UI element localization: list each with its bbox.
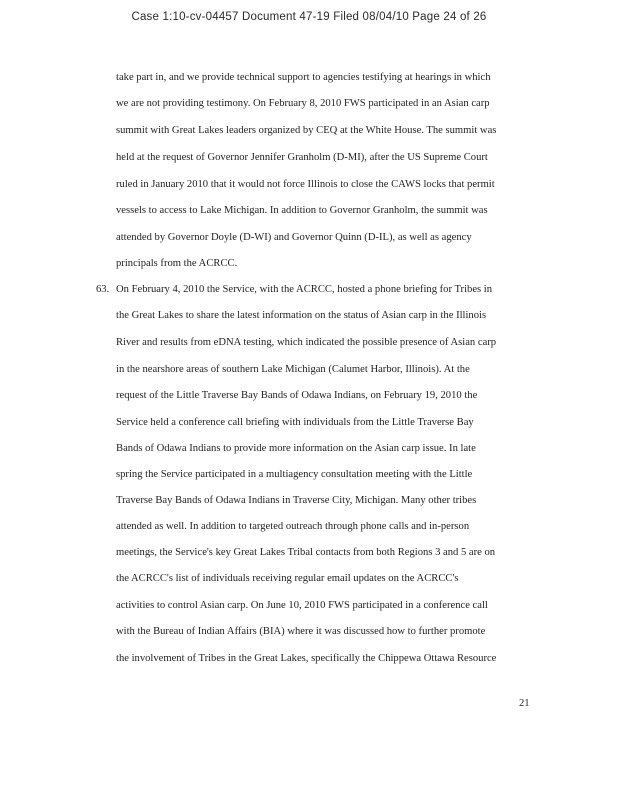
text-line: Bands of Odawa Indians to provide more information on the Asian carp issue. In late <box>116 443 476 454</box>
text-line: attended as well. In addition to targeted outreach through phone calls and in-person <box>116 521 470 532</box>
text-line: request of the Little Traverse Bay Bands of Odawa Indians, on February 19, 2010 the <box>116 390 478 401</box>
text-line: Service held a conference call briefing with individuals from the Little Traverse Bay <box>116 417 474 428</box>
text-line: with the Bureau of Indian Affairs (BIA) where it was discussed how to further promote <box>116 626 486 637</box>
text-line: in the nearshore areas of southern Lake Michigan (Calumet Harbor, Illinois). At the <box>116 364 470 375</box>
text-line: meetings, the Service's key Great Lakes Tribal contacts from both Regions 3 and 5 are on <box>116 547 496 558</box>
text-line: activities to control Asian carp. On June 10, 2010 FWS participated in a conference call <box>116 600 488 611</box>
text-line: the involvement of Tribes in the Great Lakes, specifically the Chippewa Ottawa Resource <box>116 653 497 664</box>
text-line: Traverse Bay Bands of Odawa Indians in Traverse City, Michigan. Many other tribes <box>116 495 477 506</box>
text-line: take part in, and we provide technical support to agencies testifying at hearings in which <box>116 72 491 83</box>
text-line: the Great Lakes to share the latest information on the status of Asian carp in the Illinois <box>116 310 487 321</box>
text-line: On February 4, 2010 the Service, with the ACRCC, hosted a phone briefing for Tribes in <box>116 284 493 295</box>
text-line: River and results from eDNA testing, which indicated the possible presence of Asian carp <box>116 337 497 348</box>
page-header: Case 1:10-cv-04457 Document 47-19 Filed 08/04/10 Page 24 of 26 <box>131 11 487 23</box>
text-line: attended by Governor Doyle (D-WI) and Governor Quinn (D-IL), as well as agency <box>116 232 472 243</box>
text-line: principals from the ACRCC. <box>116 258 238 269</box>
text-line: we are not providing testimony. On February 8, 2010 FWS participated in an Asian carp <box>116 98 490 109</box>
paragraph-number: 63. <box>96 284 110 295</box>
text-line: spring the Service participated in a multiagency consultation meeting with the Little <box>116 469 473 480</box>
text-line: the ACRCC's list of individuals receiving regular email updates on the ACRCC's <box>116 573 459 584</box>
page-number: 21 <box>519 698 530 709</box>
text-line: held at the request of Governor Jennifer Granholm (D-MI), after the US Supreme Court <box>116 152 488 163</box>
text-line: summit with Great Lakes leaders organized by CEQ at the White House. The summit was <box>116 125 497 136</box>
text-line: vessels to access to Lake Michigan. In addition to Governor Granholm, the summit was <box>116 205 488 216</box>
text-line: ruled in January 2010 that it would not force Illinois to close the CAWS locks that permit <box>116 179 495 190</box>
